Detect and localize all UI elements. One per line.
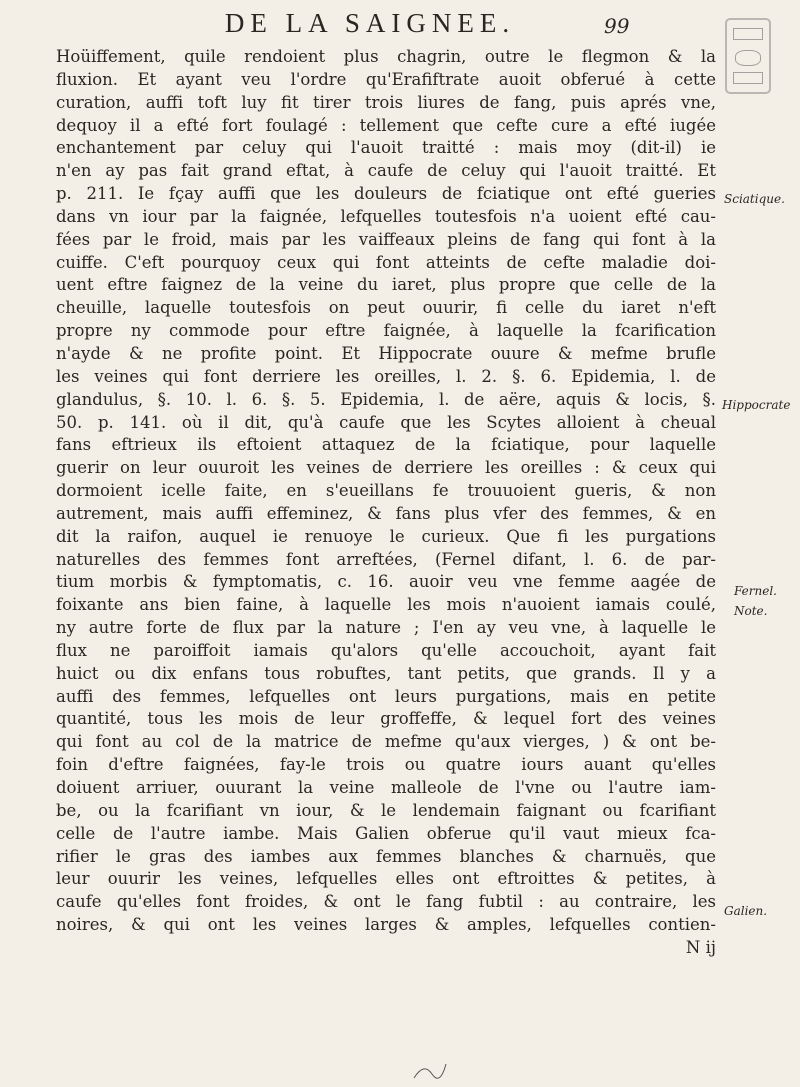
margin-note-galien: Galien. [724,904,768,918]
margin-note-fernel: Fernel. [734,584,777,598]
text-line: guerir on leur ouuroit les veines de derriere les oreilles : & ceux qui [56,458,716,478]
text-line: dans vn iour par la faignée, lefquelles toutesfois n'a uoient efté cau- [56,206,716,226]
text-line: enchantement par celuy qui l'auoit traitté : mais moy (dit-il) ie [56,138,716,158]
text-line: n'en ay pas fait grand eftat, à caufe de celuy qui l'auoit traitté. Et [56,161,716,181]
text-line: cheuille, laquelle toutesfois on peut ouurir, fi celle du iaret n'eft [56,298,716,318]
text-line: 50. p. 141. où il dit, qu'à caufe que les Scytes alloient à cheual [56,412,716,432]
text-line: be, ou la fcarifiant vn iour, & le lendemain faignant ou fcarifiant [56,800,716,820]
text-line: fées par le froid, mais par les vaiffeaux pleins de fang qui font à la [56,229,716,249]
text-line: dormoient icelle faite, en s'eueillans fe trouuoient gueris, & non [56,481,716,501]
text-line: fans eftrieux ils eftoient attaquez de la fciatique, pour laquelle [56,435,716,455]
text-line: tium morbis & fymptomatis, c. 16. auoir veu vne femme aagée de [56,572,716,592]
margin-note-sciatique: Sciatique. [724,192,785,206]
body-text [56,46,716,960]
library-stamp-icon [725,18,771,94]
text-line: doiuent arriuer, ouurant la veine malleole de l'vne ou l'autre iam- [56,778,716,797]
text-line: huict ou dix enfans tous robuftes, tant petits, que grands. Il y a [56,663,716,683]
text-line: quantité, tous les mois de leur groffeffe, & lequel fort des veines [56,709,716,729]
ink-scribble-icon [410,1052,450,1082]
text-line: glandulus, §. 10. l. 6. §. 5. Epidemia, l. de aëre, aquis & locis, §. [56,389,716,409]
text-line: leur ouurir les veines, lefquelles elles ont eftroittes & petites, à [56,869,716,889]
text-line: curation, auffi toft luy fit tirer trois liures de fang, puis aprés vne, [56,92,716,112]
text-line: p. 211. Ie fçay auffi que les douleurs de fciatique ont efté gueries [56,184,716,204]
text-line: noires, & qui ont les veines larges & amples, lefquelles contien- [56,915,716,935]
text-line: caufe qu'elles font froides, & ont le fang fubtil : au contraire, les [56,892,716,912]
text-line: ny autre forte de flux par la nature ; I'en ay veu vne, à laquelle le [56,618,716,638]
text-line: autrement, mais auffi effeminez, & fans plus vfer des femmes, & en [56,503,716,523]
text-line: uent eftre faignez de la veine du iaret, plus propre que celle de la [56,275,716,295]
text-line: fluxion. Et ayant veu l'ordre qu'Erafiftrate auoit obferué à cette [56,69,716,89]
text-line: foixante ans bien faine, à laquelle les mois n'auoient iamais coulé, [56,595,716,615]
text-line: naturelles des femmes font arreftées, (Fernel difant, l. 6. de par- [56,549,716,569]
text-line: celle de l'autre iambe. Mais Galien obferue qu'il vaut mieux fca- [56,823,716,843]
page-header [0,8,800,44]
text-line: Hoüiffement, quile rendoient plus chagrin, outre le flegmon & la [56,47,716,66]
text-line: dit la raifon, auquel ie renuoye le curieux. Que fi les purgations [56,526,716,546]
text-line: les veines qui font derriere les oreilles, l. 2. §. 6. Epidemia, l. de [56,366,716,386]
text-line: cuiffe. C'eft pourquoy ceux qui font atteints de cefte maladie doi- [56,252,716,272]
signature-mark: N ij [685,937,716,957]
margin-note-hippocrate: Hippocrate [722,398,791,412]
text-line: rifier le gras des iambes aux femmes blanches & charnuës, que [56,846,716,866]
margin-note-note: Note. [734,604,768,618]
text-line: n'ayde & ne profite point. Et Hippocrate ouure & mefme brufle [56,343,716,363]
text-line: dequoy il a efté fort foulagé : tellement que cefte cure a efté iugée [56,115,716,135]
text-line: qui font au col de la matrice de mefme qu'aux vierges, ) & ont be- [56,732,716,752]
text-line: auffi des femmes, lefquelles ont leurs purgations, mais en petite [56,686,716,706]
text-line: foin d'eftre faignées, fay-le trois ou quatre iours auant qu'elles [56,755,716,775]
text-line: propre ny commode pour eftre faignée, à laquelle la fcarification [56,321,716,341]
running-head: DE LA SAIGNEE. [224,8,516,38]
page-number: 99 [604,14,630,38]
text-line: flux ne paroiffoit iamais qu'alors qu'elle accouchoit, ayant fait [56,640,716,660]
